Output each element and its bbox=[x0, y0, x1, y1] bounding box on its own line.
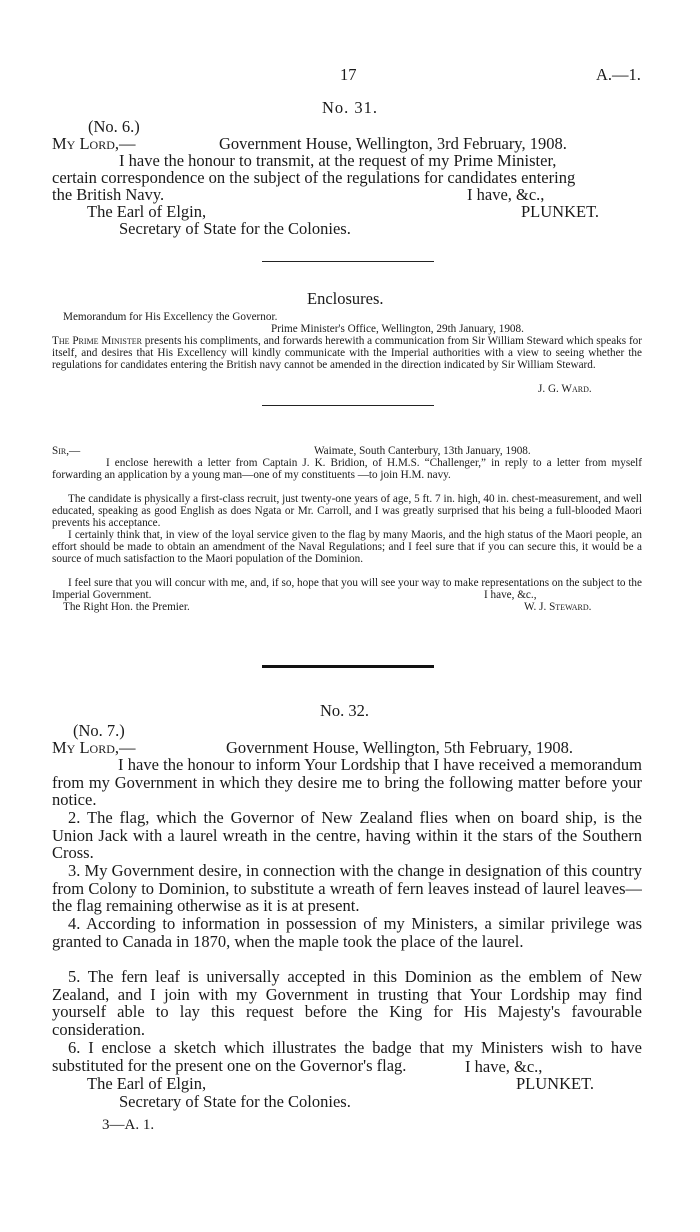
letter-31-place-date: Government House, Wellington, 3rd February, 1908. bbox=[219, 134, 567, 153]
memo-text: presents his compliments, and forwards herewith a communication from Sir William Steward which speaks for itself, and desires that His Excellency will kindly communicate with the Imperial authorities with a view to seeing whether the regulations for candidates entering the British navy cannot be amended in the direction indicated by Sir William Steward. bbox=[52, 335, 642, 371]
memo-heading: Memorandum for His Excellency the Governor. bbox=[63, 311, 278, 323]
divider bbox=[262, 261, 434, 262]
letter-32-paragraph-5: 5. The fern leaf is universally accepted in this Dominion as the emblem of New Zealand, and I join with my Government in trusting that Your Lordship may find yourself able to lay this request before the King for His Majesty's favourable consideration. bbox=[52, 968, 642, 1039]
memo-signature: J. G. Ward. bbox=[538, 383, 592, 395]
steward-signature: W. J. Steward. bbox=[524, 601, 592, 613]
letter-32-paragraph-1: I have the honour to inform Your Lordship that I have received a memorandum from my Government in which they desire me to bring the following matter before your notice. bbox=[52, 756, 642, 809]
letter-32-paragraph-2: 2. The flag, which the Governor of New Zealand flies when on board ship, is the Union Jack with a laurel wreath in the centre, having within it the stars of the Southern Cross. bbox=[52, 809, 642, 862]
page-number: 17 bbox=[340, 65, 357, 84]
steward-paragraph-3: I certainly think that, in view of the loyal service given to the flag by many Maoris, and the high status of the Maori people, an effort should be made to obtain an amendment of the Naval Regulations; and I feel sure that if you can secure this, it would be a source of much satisfaction to the Maori population of the Dominion. bbox=[52, 529, 642, 565]
steward-paragraph-2: The candidate is physically a first-class recruit, just twenty-one years of age, 5 ft. 7 in. high, 40 in. chest-measurement, and well educated, speaking as good English as does Ngata or Mr. Carroll, and I was greatly surprised that his being a full-blooded Maori prevents his acceptance. bbox=[52, 493, 642, 529]
letter-32-salutation: My Lord,— bbox=[52, 738, 136, 757]
divider bbox=[262, 405, 434, 406]
letter-32-closing: I have, &c., bbox=[465, 1057, 543, 1076]
letter-31-addressee: The Earl of Elgin, bbox=[87, 202, 207, 221]
letter-31-body-line-2: certain correspondence on the subject of the regulations for candidates entering bbox=[52, 168, 576, 187]
enclosures-title: Enclosures. bbox=[307, 289, 384, 308]
letter-32-addressee-title: Secretary of State for the Colonies. bbox=[119, 1092, 351, 1111]
letter-31-signature: PLUNKET. bbox=[521, 202, 600, 221]
steward-salutation: Sir,— bbox=[52, 445, 81, 457]
steward-paragraph-1: I enclose herewith a letter from Captain J. K. Bridion, of H.M.S. “Challenger,” in reply to a letter from myself forwarding an application by a young man—one of my constituents —to join H.M. navy. bbox=[52, 457, 642, 481]
letter-31-body-line-3: the British Navy. bbox=[52, 185, 165, 204]
letter-31-number: (No. 6.) bbox=[88, 117, 140, 136]
letter-32-number: (No. 7.) bbox=[73, 721, 125, 740]
letter-31-closing: I have, &c., bbox=[467, 185, 545, 204]
section-divider bbox=[262, 665, 434, 668]
letter-32-addressee: The Earl of Elgin, bbox=[87, 1074, 207, 1093]
steward-closing: I have, &c., bbox=[484, 589, 537, 601]
letter-32-paragraph-6: 6. I enclose a sketch which illustrates the badge that my Ministers wish to have substituted for the present one on the Governor's flag. bbox=[52, 1039, 642, 1075]
signature-mark: 3—A. 1. bbox=[102, 1117, 155, 1133]
memo-place-date: Prime Minister's Office, Wellington, 29th January, 1908. bbox=[271, 323, 524, 335]
document-reference: A.—1. bbox=[596, 65, 641, 84]
memo-lead: The Prime Minister bbox=[52, 335, 142, 347]
steward-addressee: The Right Hon. the Premier. bbox=[63, 601, 190, 613]
letter-31-title: No. 31. bbox=[322, 98, 379, 117]
letter-31-addressee-title: Secretary of State for the Colonies. bbox=[119, 219, 351, 238]
letter-32-paragraph-4: 4. According to information in possession of my Ministers, a similar privilege was granted to Canada in 1870, when the maple took the place of the laurel. bbox=[52, 915, 642, 951]
letter-31-salutation: My Lord,— bbox=[52, 134, 136, 153]
letter-32-paragraph-3: 3. My Government desire, in connection with the change in designation of this country from Colony to Dominion, to substitute a wreath of fern leaves instead of laurel leaves—the flag remaining otherwise as it is at present. bbox=[52, 862, 642, 915]
letter-32-title: No. 32. bbox=[320, 701, 370, 720]
letter-32-place-date: Government House, Wellington, 5th February, 1908. bbox=[226, 738, 573, 757]
memo-body bbox=[52, 335, 642, 383]
steward-place-date: Waimate, South Canterbury, 13th January, 1908. bbox=[314, 445, 531, 457]
letter-31-body-line-1: I have the honour to transmit, at the request of my Prime Minister, bbox=[119, 151, 557, 170]
letter-32-signature: PLUNKET. bbox=[516, 1074, 595, 1093]
steward-paragraph-4: I feel sure that you will concur with me, and, if so, hope that you will see your way to make representations on the subject to the Imperial Government. bbox=[52, 577, 642, 601]
